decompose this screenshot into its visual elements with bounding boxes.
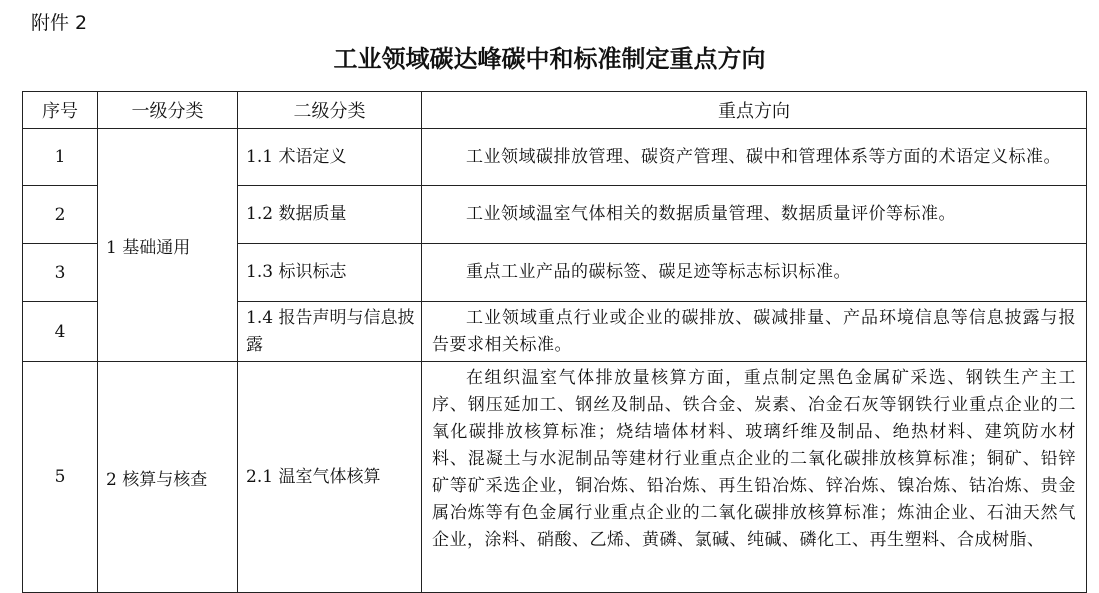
level2-category: 1.1 术语定义 (238, 129, 422, 186)
document-title: 工业领域碳达峰碳中和标准制定重点方向 (333, 44, 766, 73)
key-direction-text: 工业领域温室气体相关的数据质量管理、数据质量评价等标准。 (466, 204, 956, 224)
level1-category: 1 基础通用 (98, 129, 238, 362)
standards-table (22, 91, 1087, 593)
row-number: 2 (23, 186, 98, 244)
header-no: 序号 (23, 92, 98, 129)
row-number: 1 (23, 129, 98, 186)
key-direction-text: 工业领域重点行业或企业的碳排放、碳减排量、产品环境信息等信息披露与报告要求相关标准。 (432, 307, 1076, 355)
table-row (23, 362, 1087, 593)
header-level1: 一级分类 (98, 92, 238, 129)
row-number: 3 (23, 244, 98, 302)
row-number: 5 (23, 362, 98, 593)
key-direction-text: 在组织温室气体排放量核算方面，重点制定黑色金属矿采选、钢铁生产主工序、钢压延加工、钢丝及制品、铁合金、炭素、冶金石灰等钢铁行业重点企业的二氧化碳排放核算标准；烧结墙体材料、玻璃纤维及制品、绝热材料、建筑防水材料、混凝土与水泥制品等建材行业重点企业的二氧化碳排放核算标准；铜矿、铅锌矿等矿采选企业，铜冶炼、铅冶炼、再生铅冶炼、锌冶炼、镍冶炼、钴冶炼、贵金属冶炼等有色金属行业重点企业的二氧化碳排放核算标准；炼油企业、石油天然气企业，涂料、硝酸、乙烯、黄磷、氯碱、纯碱、磷化工、再生塑料、合成树脂、 (432, 368, 1076, 550)
row-number: 4 (23, 302, 98, 362)
level2-category: 1.2 数据质量 (238, 186, 422, 244)
level2-category: 1.4 报告声明与信息披露 (238, 302, 422, 362)
header-level2: 二级分类 (238, 92, 422, 129)
table-header-row (23, 92, 1087, 129)
level1-category: 2 核算与核查 (98, 362, 238, 593)
key-direction (422, 302, 1087, 362)
level2-category: 1.3 标识标志 (238, 244, 422, 302)
key-direction-text: 重点工业产品的碳标签、碳足迹等标志标识标准。 (466, 262, 851, 282)
attachment-label: 附件 2 (31, 12, 88, 34)
level2-category: 2.1 温室气体核算 (238, 362, 422, 593)
key-direction (422, 244, 1087, 302)
key-direction-text: 工业领域碳排放管理、碳资产管理、碳中和管理体系等方面的术语定义标准。 (466, 146, 1061, 167)
key-direction (422, 186, 1087, 244)
table-row (23, 129, 1087, 186)
key-direction (422, 362, 1087, 593)
header-direction: 重点方向 (422, 92, 1087, 129)
key-direction (422, 129, 1087, 186)
